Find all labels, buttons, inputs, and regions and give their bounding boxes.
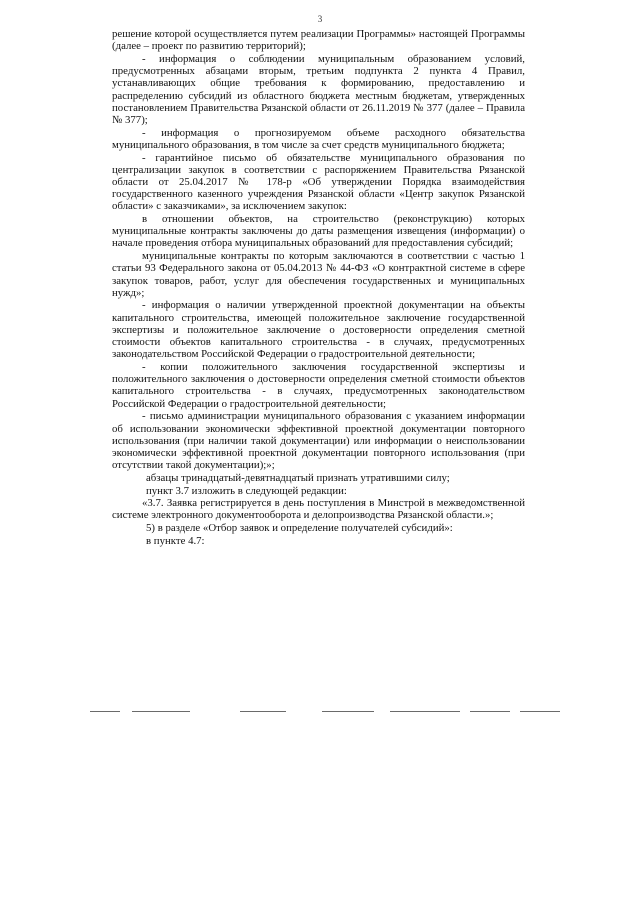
paragraph-14: в пункте 4.7: [146, 534, 205, 547]
paragraph-5: в отношении объектов, на строительство (реконструкцию) которых муниципальные контракты заключены до даты размещения извещения (информации) о начале проведения отбора муниципальных образований для предоставления субсидий; [112, 213, 525, 250]
paragraph-11: пункт 3.7 изложить в следующей редакции: [146, 484, 347, 497]
paragraph-8: - копии положительного заключения государственной экспертизы и положительного заключения о достоверности определения сметной стоимости объектов капитального строительства - в случаях, предусмотренных законодательством Российской Федерации о градостроительной деятельности; [112, 360, 525, 410]
paragraph-4: - гарантийное письмо об обязательстве муниципального образования по централизации закупок в соответствии с распоряжением Правительства Рязанской области от 25.04.2017 № 178-р «Об утверждении Порядка взаимодействия государственного казенного учреждения Рязанской области «Центр закупок Рязанской области» с заказчиками», за исключением закупок: [112, 151, 525, 213]
paragraph-10: абзацы тринадцатый-девятнадцатый признать утратившими силу; [146, 471, 450, 484]
scan-artifact-line [90, 711, 560, 717]
document-body [112, 28, 525, 548]
paragraph-7: - информация о наличии утвержденной проектной документации на объекты капитального строительства, имеющей положительное заключение государственной экспертизы и положительное заключение о достоверности определения сметной стоимости объектов капитального строительства - в случаях, предусмотренных законодательством Российской Федерации о градостроительной деятельности; [112, 299, 525, 361]
paragraph-12: «3.7. Заявка регистрируется в день поступления в Минстрой в межведомственной системе электронного документооборота и делопроизводства Рязанской области.»; [112, 497, 525, 522]
paragraph-3: - информация о прогнозируемом объеме расходного обязательства муниципального образования, в том числе за счет средств муниципального бюджета; [112, 126, 525, 151]
paragraph-6: муниципальные контракты по которым заключаются в соответствии с частью 1 статьи 93 Федерального закона от 05.04.2013 № 44-ФЗ «О контрактной системе в сфере закупок товаров, работ, услуг для обеспечения государственных и муниципальных нужд»; [112, 250, 525, 299]
paragraph-13: 5) в разделе «Отбор заявок и определение получателей субсидий»: [146, 522, 453, 535]
paragraph-1: решение которой осуществляется путем реализации Программы» настоящей Программы (далее – проект по развитию территорий); [112, 28, 525, 53]
paragraph-2: - информация о соблюдении муниципальным образованием условий, предусмотренных абзацами вторым, третьим подпункта 2 пункта 4 Правил, устанавливающих общие требования к формированию, предоставлению и распределению субсидий из областного бюджета местным бюджетам, утвержденных постановлением Правительства Рязанской области от 26.11.2019 № 377 (далее – Правила № 377); [112, 52, 525, 126]
page-number: 3 [317, 14, 323, 24]
paragraph-9: - письмо администрации муниципального образования с указанием информации об использовании экономически эффективной проектной документации повторного использования (при наличии такой документации) или информации о неиспользовании экономически эффективной проектной документации повторного использования (при отсутствии такой документации);»; [112, 410, 525, 472]
